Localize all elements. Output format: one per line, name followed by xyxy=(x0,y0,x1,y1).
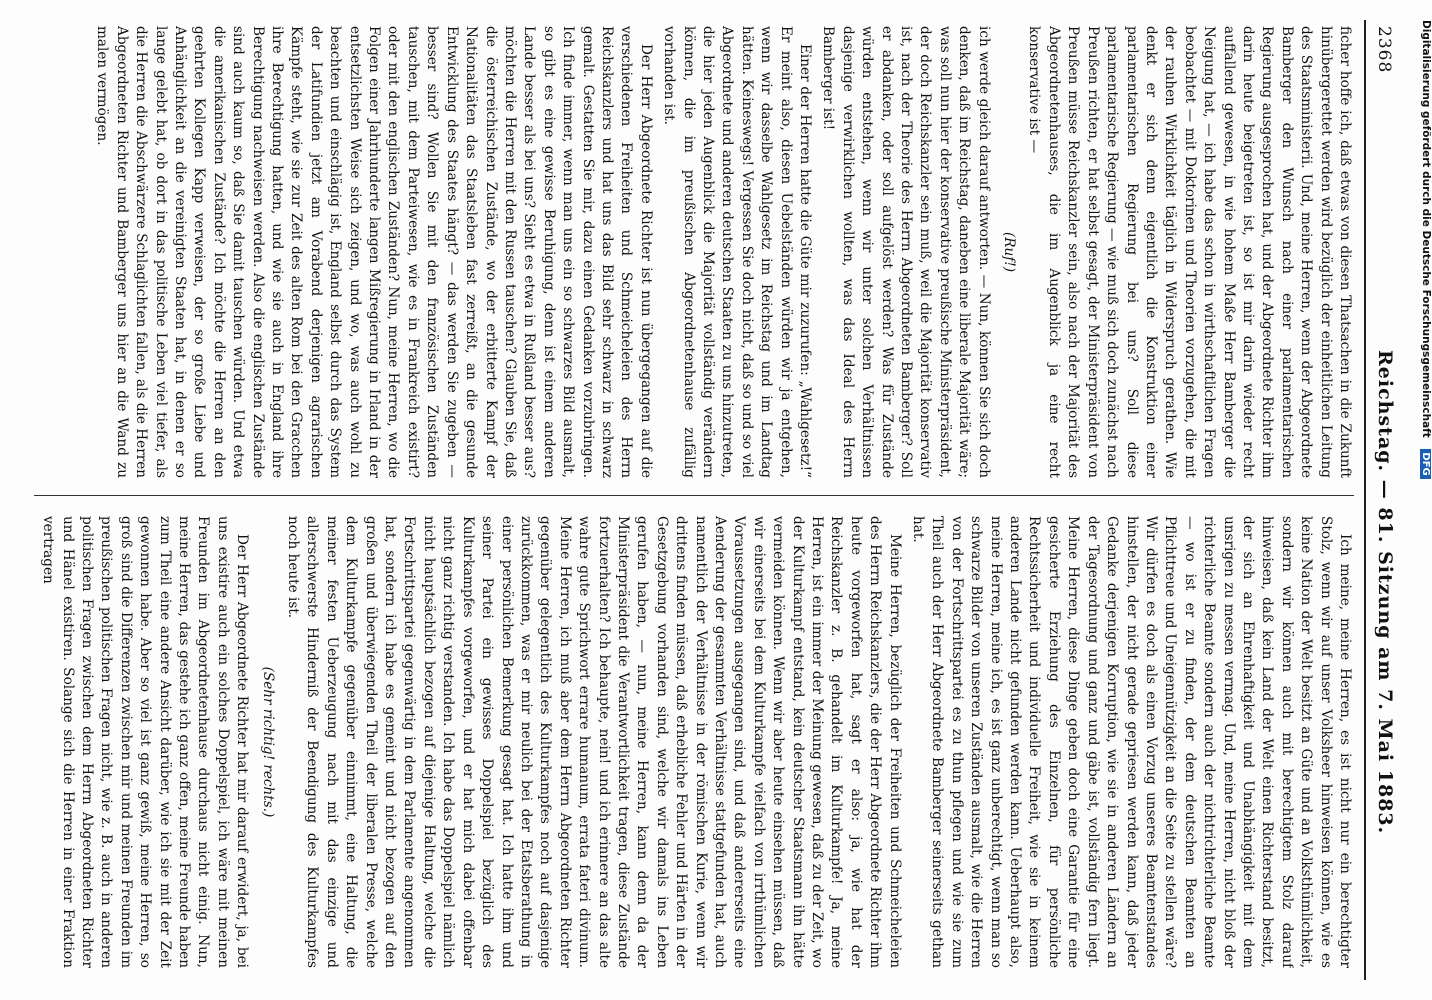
right-interjection: (Sehr richtig! rechts.) xyxy=(259,666,276,818)
dfg-logo: DFG xyxy=(1420,449,1431,478)
digitization-footer xyxy=(1410,20,1432,980)
right-paragraph: Der Herr Abgeordnete Richter hat mir darauf erwidert, ja, bei uns existire auch ein solches Doppelspiel, ich wäre mit meinen Freunden im Abgeordnetenhause durchaus nicht einig. Nun, meine Herren, das gestehe ich ganz offen, meine Freunde haben zum Theil eine andere Ansicht darüber, wie ich sie mit der Zeit gewonnen habe. Aber so viel ist ganz gewiß, meine Herren, so groß sind die Differenzen zwischen mir und meinen Freunden im preußischen politischen Fragen nicht, wie z. B. auch in anderen politischen Fragen zwischen dem Herrn Abgeordneten Richter und Hänel existiren. Solange sich die Herren in einer Fraktion vertragen xyxy=(40,516,251,968)
right-paragraph: Meine Herren, bezüglich der Freiheiten und Schmeicheleien des Herrn Reichskanzlers, die der Herr Abgeordnete Richter ihm heute vorgeworfen hat, sagt er also: ja, wie hat der Reichskanzler z. B. gehandelt im Kulturkampfe! Ja, meine Herren, ist ein immer der Meinung gewesen, daß zu der Zeit, wo der Kulturkampf entstand, kein deutscher Staatsmann ihn hätte vermeiden können. Wenn wir aber heute einsehen müssen, daß wir einerseits bei dem Kulturkampfe vielfach von irrthümlichen Voraussetzungen ausgegangen sind, und daß andererseits eine Aenderung der gesammten Verhältnisse stattgefunden hat, auch namentlich der Verhältnisse in der römischen Kurie, wenn wir drittens finden müssen, daß erhebliche Fehler und Härten in der Gesetzgebung vorhanden sind, welche wir damals ins Leben gerufen haben, — nun, meine Herren, kann denn da der Ministerpräsident die Verantwortlichkeit tragen, diese Zustände fortzuerhalten? Ich behaupte, nein! und ich erinnere an das alte wahre gute Sprichwort errare humanum, errata fateri divinum. Meine Herren, ich muß aber dem Herrn Abgeordneten Richter gegenüber gelegentlich des Kulturkampfes noch auf dasjenige zurückkommen, was er mir neulich bei der Etatsberathung in einer persönlichen Bemerkung gesagt hat. Ich hatte ihm und seiner Partei ein gewisses Doppelspiel bezüglich des Kulturkampfes vorgeworfen, und er hat mich dabei offenbar nicht ganz richtig verstanden. Ich habe das Doppelspiel nämlich nicht hauptsächlich bezogen auf diejenige Haltung, welche die Fortschrittspartei gegenwärtig in dem Parlamente angenommen hat, sondern ich habe es gemeint und nicht bezogen auf den großen und überwiegenden Theil der liberalen Presse, welche dem Kulturkampfe gegenüber einnimmt, eine Haltung, die meiner festen Ueberzeugung nach mit das einzige und allerschwerste Hinderniß der Beendigung des Kulturkampfes noch heute ist. xyxy=(285,516,903,968)
left-column xyxy=(34,26,1354,478)
header-rule xyxy=(1364,20,1366,980)
footer-text-wrapper xyxy=(1410,20,1432,980)
left-paragraph: ficher hoffe ich, daß etwas von diesen Thatsachen in die Zukunft hinübergerettet werden wird bezüglich der einheitlichen Leitung des Staatsministerii. Und, meine Herren, wenn der Abgeordnete Bamberger den Wunsch nach einer parlamentarischen Regierung ausgesprochen hat, und der Abgeordnete Richter ihm darin heute beigetreten ist, so ist mir darin wieder recht auffallend gewesen, in wie hohem Maße Herr Bamberger die Neigung hat, — ich habe das schon in wirthschaftlichen Fragen beobachtet — mit Doktorinen und Theorien vorzugehen, die mit der rauhen Wirklichkeit täglich in Widerspruch gerathen. Wie denkt er sich denn eigentlich die Konstruktion einer parlamentarischen Regierung bei uns? Soll diese parlamentarische Regierung — wie muß sich doch zunächst nach Preußen richten, er hat selbst gesagt, der Ministerpräsident von Preußen müsse Reichskanzler sein, also nach der Majorität des Abgeordnetenhauses, die im Augenblick ja eine recht konservative ist — xyxy=(1026,26,1353,478)
page-header xyxy=(1366,20,1400,980)
right-paragraph: Ich meine, meine Herren, es ist nicht nur ein berechtigter Stolz, wenn wir auf unser Volksheer hinweisen können, wie es keine Nation der Welt besitzt an Güte und an Volksthümlichkeit, sondern wir können auch mit berechtigtem Stolz darauf hinweisen, daß kein Land der Welt einen Richterstand besitzt, der sich an Ehrenhaftigkeit und Unabhängigkeit mit dem unsrigen zu messen vermag. Und, meine Herren, nicht bloß der richterliche Beamte sondern auch der nichtrichterliche Beamte — wo ist er zu finden, der dem deutschen Beamten an Pflichttreue und Uneigennützigkeit an die Seite zu stellen wäre? Wir dürfen es doch als einen Vorzug unseres Beamtenstandes hinstellen, der nicht gerade gepriesen werden kann, daß jeder Gedanke derjenigen Korruption, wie sie in anderen Ländern an der Tagesordnung und ganz und gäbe ist, vollständig fern liegt. Meine Herren, diese Dinge geben doch eine Garantie für eine gesicherte Erziehung des Einzelnen, für persönliche Rechtssicherheit und individuelle Freiheit, wie sie in keinem anderen Lande nicht gefunden werden kann. Ueberhaupt also, meine Herren, meine ich, es ist ganz unberechtigt, wenn man so schwarze Bilder von unseren Zuständen ausmalt, wie die Herren von der Fortschrittspartei es zu thun pflegen und wie sie zum Theil auch der Herr Abgeordnete Bamberger seinerseits gethan hat. xyxy=(910,516,1353,968)
funding-notice: Digitalisierung gefördert durch die Deutsche Forschungsgemeinschaft xyxy=(1420,20,1432,438)
left-paragraph: Der Herr Abgeordnete Richter ist nun übergegangen auf die verschiedenen Freiheiten und Schmeicheleien des Herrn Reichskanzlers und hat uns das Bild sehr schwarz in schwarz gemalt. Gestatten Sie mir, dazu einen Gedanken vorzubringen. Ich finde immer, wenn man uns ein so schwarzes Bild ausmalt, so gibt es eine gewisse Beruhigung, denn ist einem anderen Lande besser als bei uns? Sieht es etwa in Rußland besser aus? möchten die Herren mit den Russen tauschen? Glauben Sie, daß die österreichischen Zustände, wo der erbitterte Kampf der Nationalitäten das Staatsleben fast zerreißt, an die gesunde Entwicklung des Staates hängt? — das werden Sie zugeben — besser sind? Wollen Sie mit den französischen Zuständen tauschen, mit dem Parteiwesen, wie es in Frankreich existirt? oder mit den englischen Zuständen? Nun, meine Herren, wo die Folgen einer Jahrhunderte langen Mißregierung in Irland in der entsetzlichsten Weise sich zeigen, und wo, was auch wohl zu beachten und einschlägig ist, England selbst durch das System der Latifundien jetzt am Vorabend derjenigen agrarischen Kämpfe steht, wie sie zur Zeit des alten Rom bei den Gracchen ihre Berechtigung hatten, und wie sie auch in England ihre Berechtigung nachweisen werden. Also die englischen Zustände sind auch kaum so, daß Sie damit tauschen würden. Und etwa die amerikanischen Zustände? Ich möchte die Herren an den geehrten Kollegen Kapp verweisen, der so große Liebe und Anhänglichkeit an die vereinigten Staaten hat, in denen er so lange gelebt hat, ob dort in das politische Leben viel tiefer, als die Herren die Abschwärzere Schlaglichten fallen, als die Herren Abgeordneten Richter und Bamberger uns hier an die Wand zu malen vermögen. xyxy=(94,26,654,478)
rotated-newspaper-page xyxy=(20,20,1400,980)
column-divider xyxy=(34,495,1354,496)
right-column xyxy=(34,516,1354,968)
left-paragraph: Einer der Herren hatte die Güte mir zuzurufen: „Wahlgesetz!“ Er meint also, diesen Uebelständen würden wir ja entgehen, wenn wir dasselbe Wahlgesetz im Reichstag und im Landtag hätten. Keineswegs! Vergessen Sie doch nicht, daß so und so viel Abgeordnete und anderen deutschen Staaten zu uns hinzutreten, die hier jeden Augenblick die Majorität vollständig verändern können, die im preußischen Abgeordnetenhause zufällig vorhanden ist. xyxy=(661,26,814,478)
left-interjection: (Ruf!) xyxy=(1001,231,1018,273)
left-paragraph: ich werde gleich darauf antworten. — Nun, können Sie sich doch denken, daß im Reichstag, daneben eine liberale Majorität wäre; was soll nun hier der konservative preußische Ministerpräsident, der doch Reichskanzler sein muß, weil die Majorität konservativ ist, nach der Theorie des Herrn Abgeordneten Bamberger? Soll er abdanken, oder soll aufgelöst werden? Was für Zustände würden entstehen, wenn wir unter solchen Verhältnissen dasjenige verwirklichen wollten, was das Ideal des Herrn Bamberger ist! xyxy=(820,26,992,478)
page-number: 2368 xyxy=(1374,26,1394,74)
session-title: Reichstag. — 81. Sitzung am 7. Mai 1883. xyxy=(1374,350,1396,835)
